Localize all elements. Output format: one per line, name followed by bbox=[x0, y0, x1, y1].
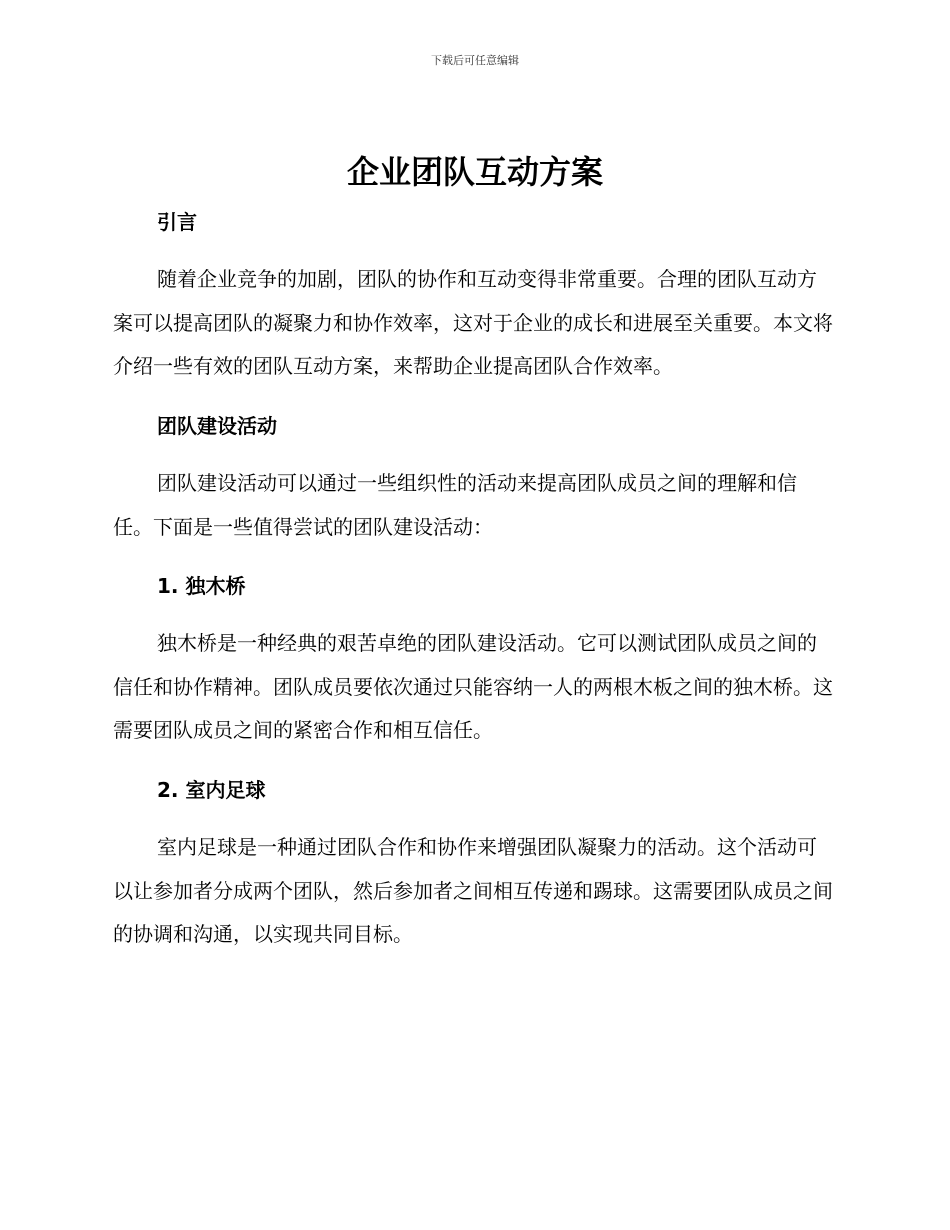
document-title: 企业团队互动方案 bbox=[346, 153, 603, 191]
paragraph-activity-1: 独木桥是一种经典的艰苦卓绝的团队建设活动。它可以测试团队成员之间的信任和协作精神。团队成员要依次通过只能容纳一人的两根木板之间的独木桥。这需要团队成员之间的紧密合作和相互信任。 bbox=[113, 631, 833, 742]
section-heading-team-building: 团队建设活动 bbox=[157, 414, 277, 438]
section-heading-activity-1: 1. 独木桥 bbox=[157, 574, 246, 598]
section-heading-intro: 引言 bbox=[157, 210, 197, 234]
paragraph-intro: 随着企业竞争的加剧，团队的协作和互动变得非常重要。合理的团队互动方案可以提高团队的凝聚力和协作效率，这对于企业的成长和进展至关重要。本文将介绍一些有效的团队互动方案，来帮助企业提高团队合作效率。 bbox=[113, 267, 833, 378]
header-note: 下载后可任意编辑 bbox=[431, 54, 519, 67]
paragraph-activity-2: 室内足球是一种通过团队合作和协作来增强团队凝聚力的活动。这个活动可以让参加者分成两个团队，然后参加者之间相互传递和踢球。这需要团队成员之间的协调和沟通，以实现共同目标。 bbox=[113, 835, 833, 946]
paragraph-team-building: 团队建设活动可以通过一些组织性的活动来提高团队成员之间的理解和信任。下面是一些值得尝试的团队建设活动： bbox=[113, 471, 797, 539]
section-heading-activity-2: 2. 室内足球 bbox=[157, 778, 266, 802]
